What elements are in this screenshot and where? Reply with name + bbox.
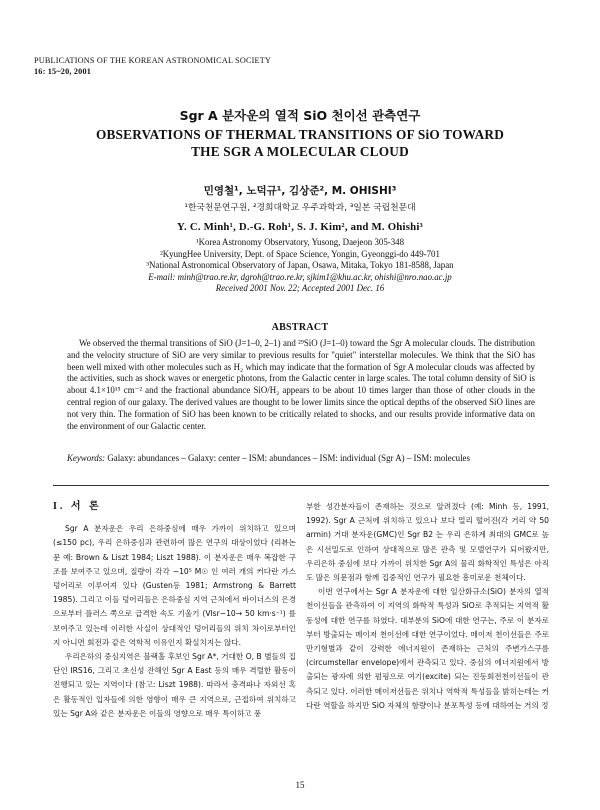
english-affiliations <box>0 237 600 295</box>
english-authors: Y. C. Minh¹, D.-G. Roh¹, S. J. Kim², and M. Ohishi³ <box>177 221 423 233</box>
received-date: Received 2001 Nov. 22; Accepted 2001 Dec. 16 <box>215 283 385 294</box>
affiliation-3: ³National Astronomical Observatory of Japan, Osawa, Mitaka, Tokyo 181-8588, Japan <box>146 260 454 271</box>
body-right-column <box>306 500 549 713</box>
page-number: 15 <box>295 780 305 790</box>
english-title-line-2: THE SGR A MOLECULAR CLOUD <box>191 144 409 159</box>
keywords-list: Galaxy: abundances – Galaxy: center – ISM: abundances – ISM: individual (Sgr A) – ISM: molecules <box>105 453 470 463</box>
author-emails: E-mail: minh@trao.re.kr, dgroh@trao.re.kr, sjkim1@khu.ac.kr, ohishi@nro.nao.ac.jp <box>148 271 452 282</box>
body-paragraph: 부한 성간분자들이 존재하는 것으로 알려졌다 (예: Minh 등, 1991, 1992). Sgr A 근처에 위치하고 있으나 보다 멀리 떨어진(각 거리 약 50 armin) 거대 분자운(GMC)인 Sgr B2 는 우리 은하계 최대의 GMC로 높은 시선밀도로 인하여 상대적으로 많은 관측 및 모델연구가 되어왔지만, 우리은하 중심에 보다 가까이 위치한 Sgr A의 물리 화학적인 특성은 아직도 많은 의문점과 함께 집중적인 연구가 필요한 흥미로운 천체이다. <box>306 502 549 583</box>
english-title-line-1: OBSERVATIONS OF THERMAL TRANSITIONS OF SiO TOWARD <box>95 127 505 142</box>
keywords <box>67 453 535 465</box>
abstract-heading: ABSTRACT <box>271 322 329 333</box>
korean-title: Sgr A 분자운의 열적 SiO 천이선 관측연구 <box>179 108 421 123</box>
english-title <box>60 126 540 160</box>
section-heading-introduction: I. 서 론 <box>53 501 102 512</box>
body-left-column <box>53 500 296 721</box>
divider-rule <box>53 485 549 486</box>
journal-name: PUBLICATIONS OF THE KOREAN ASTRONOMICAL SOCIETY <box>34 56 272 65</box>
body-paragraph: Sgr A 분자운은 우리 은하중심에 매우 가까이 위치하고 있으며 (≤150 pc), 우리 은하중심과 관련하여 많은 연구의 대상이었다 (리뷰논문 예: Brown & Liszt 1984; Liszt 1988). 이 분자운은 매우 복잡한 구조를 보여주고 있으며, 질량이 각각 ~10⁵ M☉ 인 여러 개의 커다란 가스 덩어리로 이루어져 있다 (Gusten등 1981; Armstrong & Barrett 1985). 그리고 이들 덩어리들은 은하중심 지역 근처에서 바이너스의 은경으로부터 플러스 쪽으로 급격한 속도 기울기 (Vlsr~10→ 50 km·s⁻¹) 를 보여주고 있는데 이러한 사실이 상대적인 덩어리들의 위치 차이로부터인지 아니면 회전과 같은 역학적 이유인지 확실치지는 않다. <box>53 524 296 647</box>
journal-header <box>34 55 271 77</box>
korean-authors: 민영철¹, 노덕규¹, 김상준², M. OHISHI³ <box>203 185 397 197</box>
body-paragraph: 우리은하의 중심지역은 블랙홀 후보인 Sgr A*, 거대한 O, B 별들의 집단인 IRS16, 그리고 초신성 잔해인 Sgr A East 등의 매우 격렬한 활동이 진행되고 있는 지역이다 (참고: Liszt 1988). 따라서 충격파나 자외선 혹은 활동적인 입자들에 의한 영향이 매우 큰 지역으로, 근접하여 위치하고 있는 Sgr A와 같은 분자운은 이들의 영향으로 매우 특이하고 풍 <box>53 652 296 718</box>
affiliation-2: ²KyungHee University, Dept. of Space Science, Yongin, Gyeonggi-do 449-701 <box>160 248 440 259</box>
korean-affiliations: ¹한국천문연구원, ²경희대학교 우주과학과, ³일본 국립천문대 <box>184 203 416 213</box>
keywords-label: Keywords: <box>67 453 106 463</box>
affiliation-1: ¹Korea Astronomy Observatory, Yusong, Daejeon 305-348 <box>195 237 405 247</box>
journal-volume: 16: 15~20, 2001 <box>34 67 92 76</box>
body-paragraph: 이번 연구에서는 Sgr A 분자운에 대한 일산화규소(SiO) 분자의 열적 천이선들을 관측하여 이 지역의 화학적 특성과 SiO로 추적되는 지역적 활동성에 대한 연구를 하였다. 대부분의 SiO에 대한 연구는, 주로 이 분자로부터 방출되는 메이저 천이선에 대한 연구이었다. 메이저 천이선들은 주로 만기형별과 같이 강력한 에너지원이 존재하는 근처의 주변가스구름(circumstellar envelope)에서 관측되고 있다. 중심의 에너지원에서 방출되는 광자에 의한 펌핑으로 여기(excite) 되는 진동회전천이선들이 관측되고 있다. 이러한 메이저선들은 위치나 역학적 특성들을 밝히는데는 커다란 역할을 하지만 SiO 자체의 함량이나 분포특성 등에 대하여는 거의 정 <box>306 587 549 710</box>
abstract-text: We observed the thermal transitions of SiO (J=1–0, 2–1) and ²⁹SiO (J=1–0) toward the Sgr A molecular clouds. The distribution and the velocity structure of SiO are very similar to previous results for "quiet" interstellar molecules. We think that the SiO has been well mixed with other molecules such as H₂ which may indicate that the formation of Sgr A molecular clouds was affected by the activities, such as shock waves or energetic photons, from the Galactic center in large scales. The total column density of SiO is about 4.1×10¹⁵ cm⁻² and the fractional abundance SiO/H₂ appears to be about 10 times larger than those of other clouds in the central region of our galaxy. The derived values are thought to be lower limits since the optical depths of the observed SiO lines are not very thin. The formation of SiO has been known to be critically related to shocks, and our results provide informative data on the environment of our Galactic center. <box>67 338 535 431</box>
